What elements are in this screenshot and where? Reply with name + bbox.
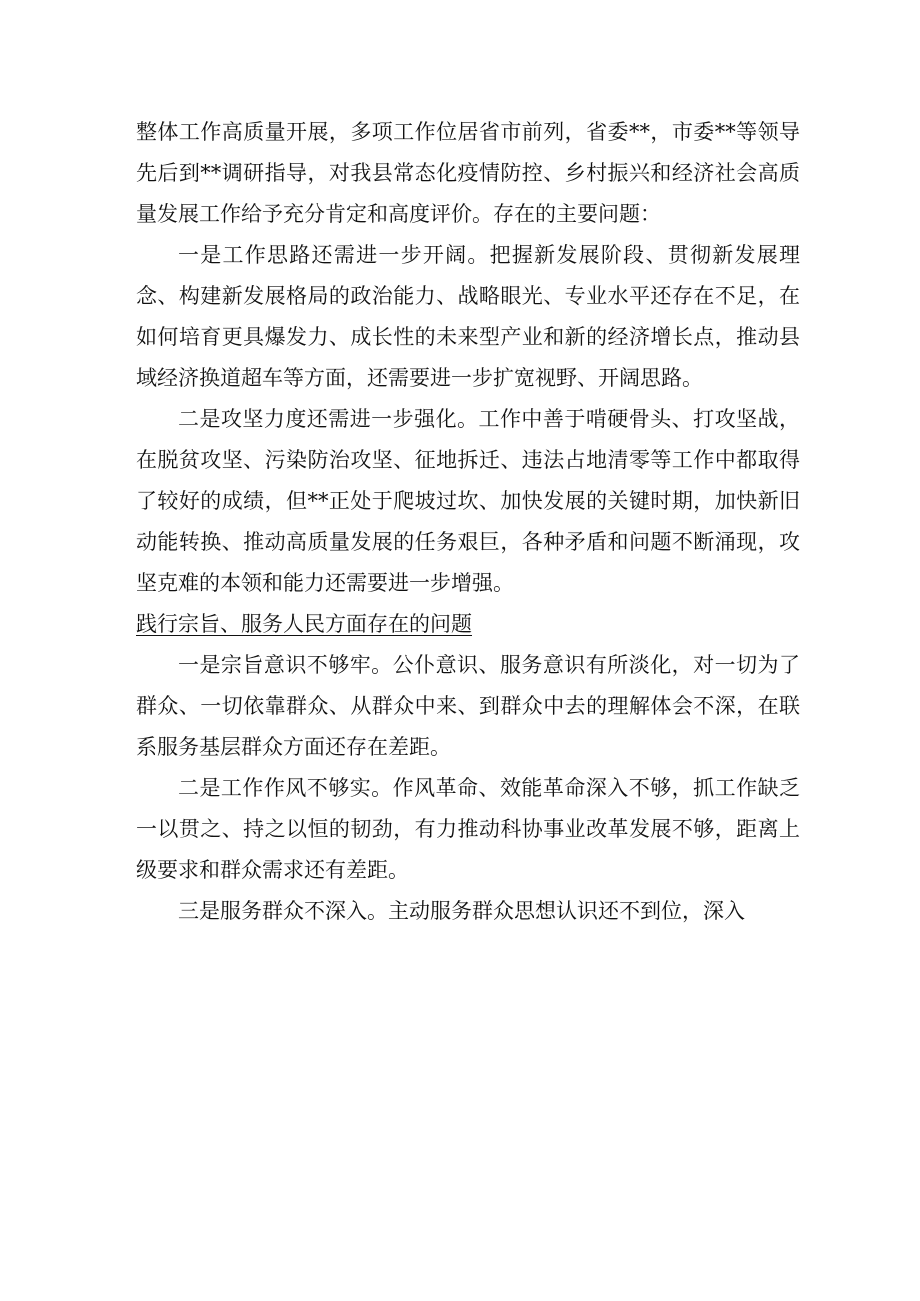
service-issue-paragraph: 三是服务群众不深入。主动服务群众思想认识还不到位，深入 — [178, 899, 745, 923]
intro-paragraph: 整体工作高质量开展，多项工作位居省市前列，省委**，市委**等领导先后到**调研指导，对我县常态化疫情防控、乡村振兴和经济社会高质量发展工作给予充分肯定和高度评价。存在的主要问题： — [136, 120, 800, 226]
work-style-issue-paragraph: 二是工作作风不够实。作风革命、效能革命深入不够，抓工作缺乏一以贯之、持之以恒的韧劲，有力推动科协事业改革发展不够，距离上级要求和群众需求还有差距。 — [136, 776, 800, 882]
purpose-issue-paragraph: 一是宗旨意识不够牢。公仆意识、服务意识有所淡化，对一切为了群众、一切依靠群众、从群众中来、到群众中去的理解体会不深，在联系服务基层群众方面还存在差距。 — [136, 653, 800, 759]
document-body — [136, 112, 800, 932]
section-heading: 践行宗旨、服务人民方面存在的问题 — [136, 612, 472, 636]
effort-issue-paragraph: 二是攻坚力度还需进一步强化。工作中善于啃硬骨头、打攻坚战，在脱贫攻坚、污染防治攻坚、征地拆迁、违法占地清零等工作中都取得了较好的成绩，但**正处于爬坡过坎、加快发展的关键时期，加快新旧动能转换、推动高质量发展的任务艰巨，各种矛盾和问题不断涌现，攻坚克难的本领和能力还需要进一步增强。 — [136, 407, 800, 595]
thinking-issue-paragraph: 一是工作思路还需进一步开阔。把握新发展阶段、贯彻新发展理念、构建新发展格局的政治能力、战略眼光、专业水平还存在不足，在如何培育更具爆发力、成长性的未来型产业和新的经济增长点，推动县域经济换道超车等方面，还需要进一步扩宽视野、开阔思路。 — [136, 243, 800, 390]
